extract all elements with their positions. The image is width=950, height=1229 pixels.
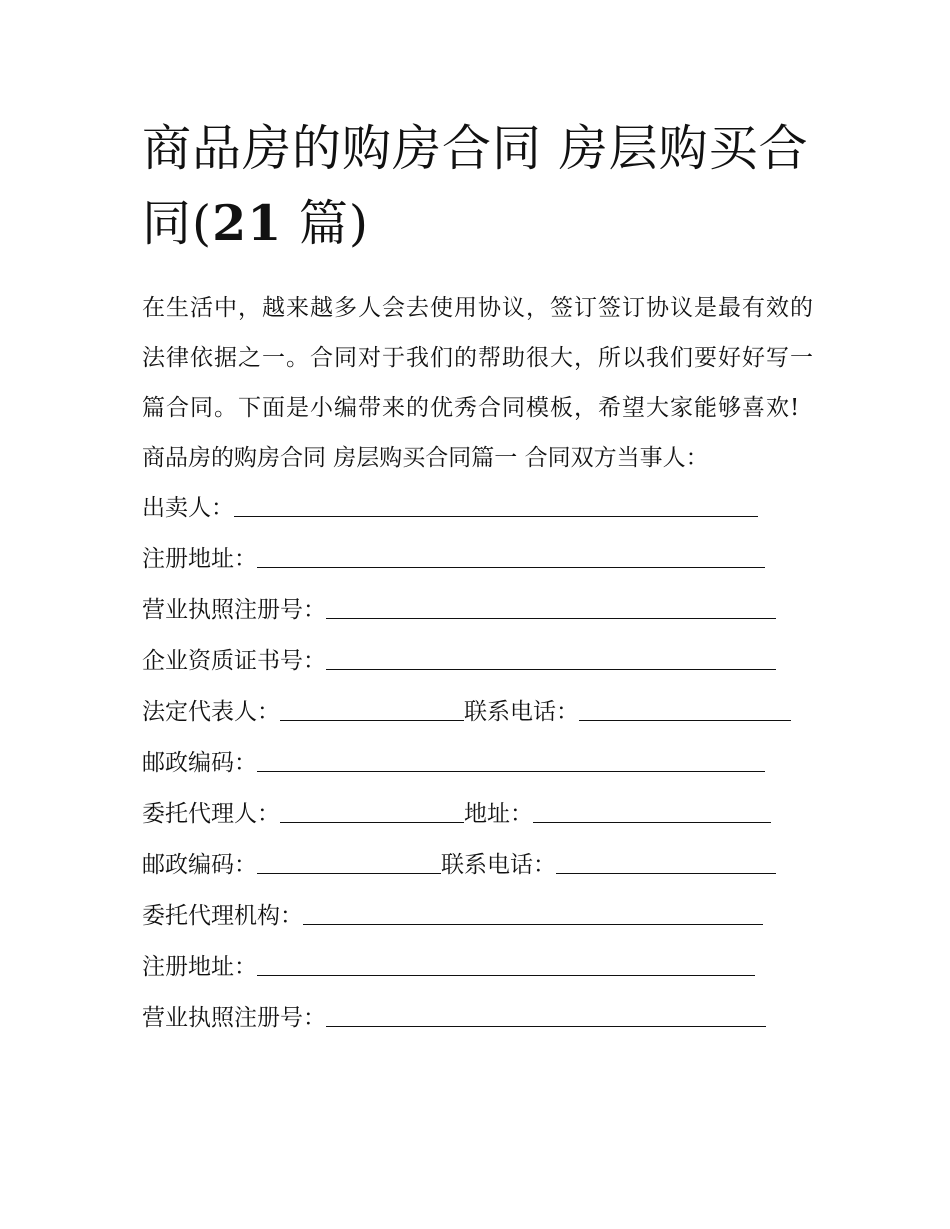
blank-phone-1[interactable] — [579, 700, 791, 721]
blank-license-no-2[interactable] — [326, 1006, 766, 1027]
field-label-phone-2: 联系电话： — [441, 852, 556, 878]
blank-qualification-no[interactable] — [326, 649, 776, 670]
field-label-qualification-no: 企业资质证书号： — [142, 648, 326, 674]
intro-paragraph: 在生活中，越来越多人会去使用协议，签订签订协议是最有效的法律依据之一。合同对于我们的帮助很大，所以我们要好好写一篇合同。下面是小编带来的优秀合同模板，希望大家能够喜欢! — [142, 295, 814, 421]
blank-reg-address-2[interactable] — [257, 955, 755, 976]
blank-reg-address-1[interactable] — [257, 547, 765, 568]
blank-address[interactable] — [533, 802, 771, 823]
blank-seller[interactable] — [234, 496, 758, 517]
title-count: 21 — [212, 194, 283, 252]
field-postcode-phone — [142, 840, 814, 891]
blank-phone-2[interactable] — [556, 853, 776, 874]
field-label-reg-address-2: 注册地址： — [142, 954, 257, 980]
section-heading: 商品房的购房合同 房层购买合同篇一 合同双方当事人： — [142, 445, 709, 471]
title-text-part2: 篇) — [282, 195, 370, 252]
field-legal-rep-phone — [142, 687, 814, 738]
blank-agency[interactable] — [303, 904, 763, 925]
blank-license-no-1[interactable] — [326, 598, 776, 619]
field-license-no-2 — [142, 993, 814, 1044]
blank-legal-rep[interactable] — [280, 700, 464, 721]
field-label-legal-rep: 法定代表人： — [142, 699, 280, 725]
field-agency — [142, 891, 814, 942]
document-title — [142, 112, 814, 261]
field-agent-address — [142, 789, 814, 840]
field-postcode-1 — [142, 738, 814, 789]
title-text-part1: 商品房的购房合同 房层购买合同( — [142, 120, 809, 252]
field-qualification-no — [142, 636, 814, 687]
field-label-agency: 委托代理机构： — [142, 903, 303, 929]
field-license-no-1 — [142, 585, 814, 636]
field-label-license-no-2: 营业执照注册号： — [142, 1005, 326, 1031]
field-label-reg-address-1: 注册地址： — [142, 546, 257, 572]
field-label-phone-1: 联系电话： — [464, 699, 579, 725]
field-label-postcode-2: 邮政编码： — [142, 852, 257, 878]
field-label-address: 地址： — [464, 801, 533, 827]
field-label-license-no-1: 营业执照注册号： — [142, 597, 326, 623]
field-reg-address-2 — [142, 942, 814, 993]
blank-agent[interactable] — [280, 802, 464, 823]
blank-postcode-1[interactable] — [257, 751, 765, 772]
document-page — [142, 112, 814, 1044]
field-label-seller: 出卖人： — [142, 495, 234, 521]
field-label-agent: 委托代理人： — [142, 801, 280, 827]
blank-postcode-2[interactable] — [257, 853, 441, 874]
field-seller — [142, 483, 814, 534]
field-label-postcode-1: 邮政编码： — [142, 750, 257, 776]
field-reg-address-1 — [142, 534, 814, 585]
